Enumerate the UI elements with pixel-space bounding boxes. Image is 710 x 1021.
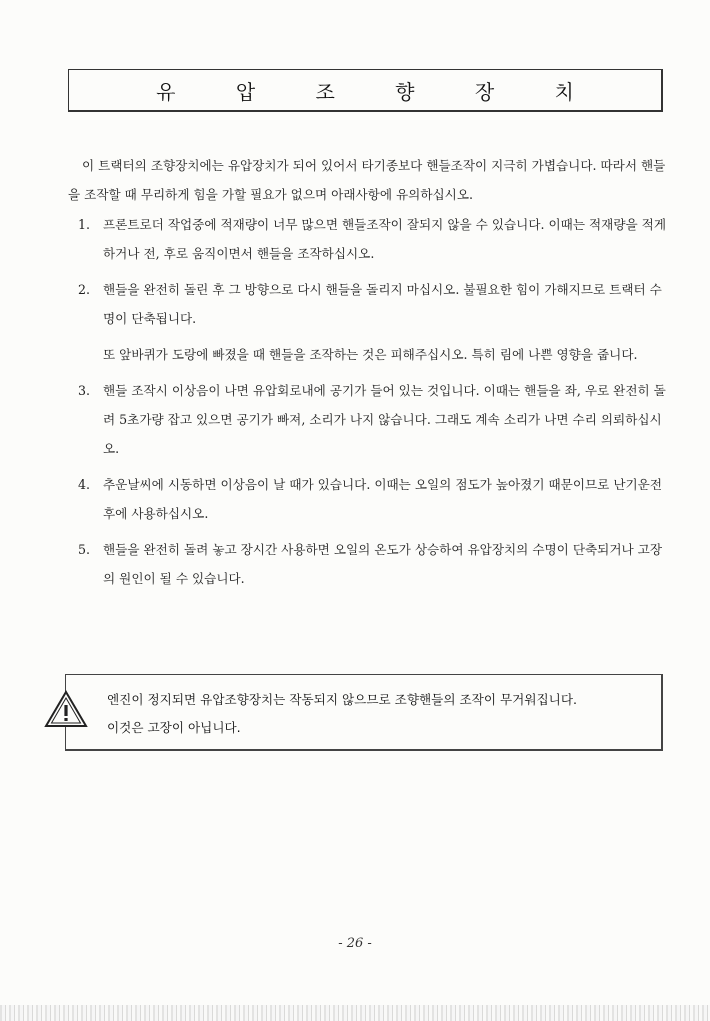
warning-text [107,686,667,742]
list-item [78,535,668,593]
list-item-number: 3. [78,383,91,398]
warning-line-1: 엔진이 정지되면 유압조향장치는 작동되지 않으므로 조향핸들의 조작이 무거워집니다. [107,692,577,707]
warning-triangle-icon [44,689,88,729]
intro-paragraph: 이 트랙터의 조향장치에는 유압장치가 되어 있어서 타기종보다 핸들조작이 지극히 가볍습니다. 따라서 핸들을 조작할 때 무리하게 힘을 가할 필요가 없으며 아래사항에 유의하십시오. [68,158,666,202]
list-item [78,210,668,268]
page-title: 유 압 조 향 장 치 [156,79,601,104]
list-item-note: 또 앞바퀴가 도랑에 빠졌을 때 핸들을 조작하는 것은 피해주십시오. 특히 림에 나쁜 영향을 줍니다. [103,347,638,362]
list-item [78,470,668,528]
list-item [78,376,668,463]
list-item [78,275,668,369]
list-item-number: 2. [78,282,91,297]
intro-section [68,151,668,209]
list-item-text: 핸들을 완전히 돌린 후 그 방향으로 다시 핸들을 돌리지 마십시오. 불필요한 힘이 가해지므로 트랙터 수명이 단축됩니다. [103,282,662,326]
title-box [68,69,663,112]
caution-list [78,210,668,600]
list-item-text: 추운날씨에 시동하면 이상음이 날 때가 있습니다. 이때는 오일의 점도가 높아졌기 때문이므로 난기운전후에 사용하십시오. [103,477,662,521]
scan-edge [0,1005,710,1021]
list-item-text: 핸들을 완전히 돌려 놓고 장시간 사용하면 오일의 온도가 상승하여 유압장치의 수명이 단축되거나 고장의 원인이 될 수 있습니다. [103,542,662,586]
page-number: - 26 - [338,936,372,951]
list-item-text: 핸들 조작시 이상음이 나면 유압회로내에 공기가 들어 있는 것입니다. 이때는 핸들을 좌, 우로 완전히 돌려 5초가량 잡고 있으면 공기가 빠져, 소리가 나지 않습니다. 그래도 계속 소리가 나면 수리 의뢰하십시오. [103,383,666,456]
list-item-text: 프론트로더 작업중에 적재량이 너무 많으면 핸들조작이 잘되지 않을 수 있습니다. 이때는 적재량을 적게 하거나 전, 후로 움직이면서 핸들을 조작하십시오. [103,217,666,261]
list-item-number: 4. [78,477,91,492]
list-item-number: 1. [78,217,91,232]
list-item-number: 5. [78,542,91,557]
warning-line-2: 이것은 고장이 아닙니다. [107,720,241,735]
